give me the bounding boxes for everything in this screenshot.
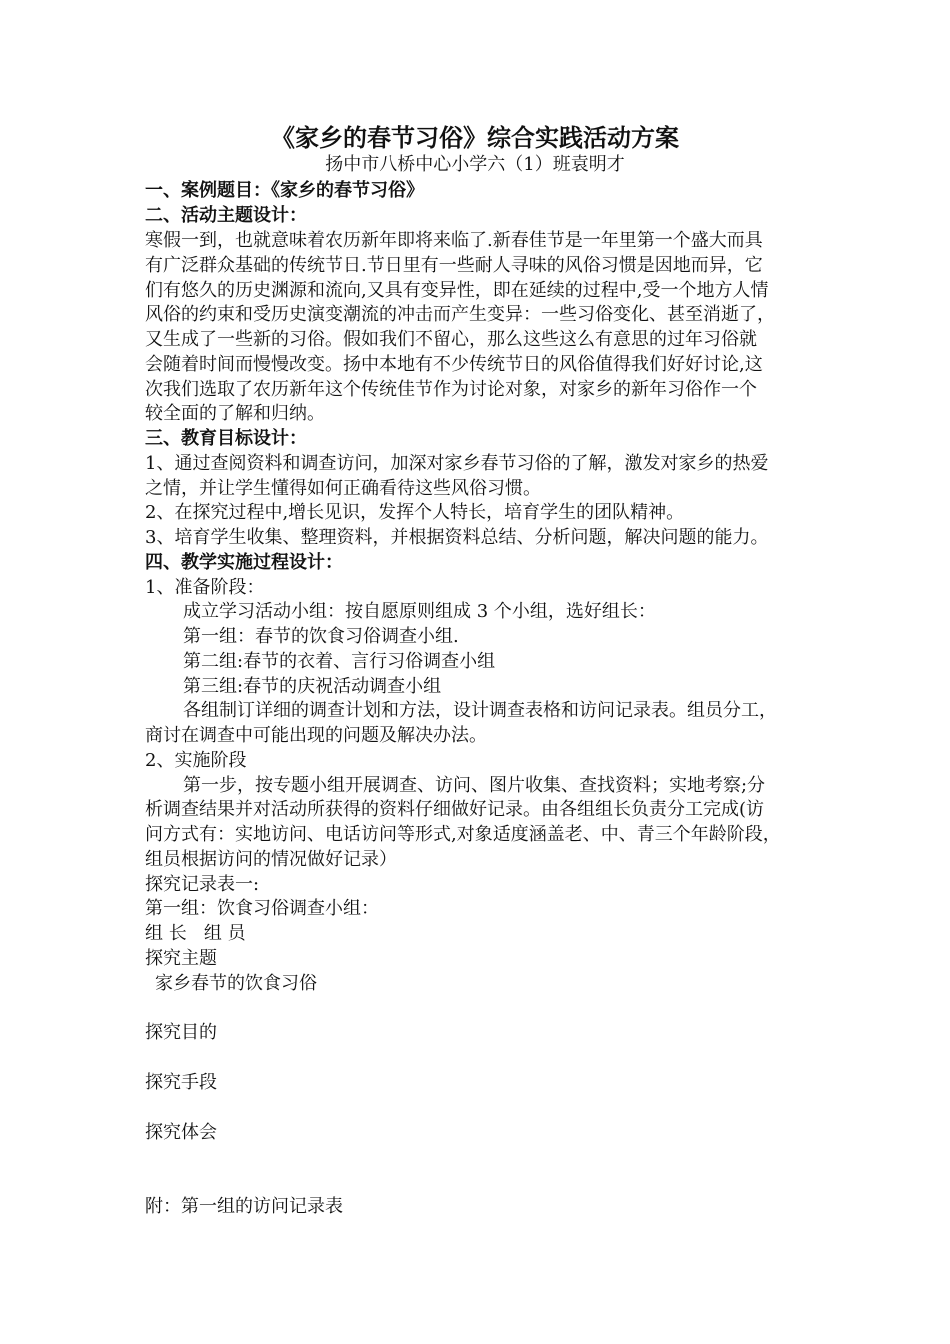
document-subtitle: 扬中市八桥中心小学六（1）班袁明才 <box>325 154 625 175</box>
paragraph-line: 们有悠久的历史渊源和流向,又具有变异性，即在延续的过程中,受一个地方人情 <box>145 280 769 301</box>
field-label-reflection: 探究体会 <box>145 1122 217 1143</box>
paragraph-line: 会随着时间而慢慢改变。扬中本地有不少传统节日的风俗值得我们好好讨论,这 <box>145 354 763 375</box>
paragraph-line: 较全面的了解和归纳。 <box>145 403 325 424</box>
paragraph-line: 有广泛群众基础的传统节日.节日里有一些耐人寻味的风俗习惯是因地而异，它 <box>145 255 763 276</box>
group-item: 第一组：春节的饮食习俗调查小组. <box>183 626 459 647</box>
paragraph-line: 各组制订详细的调查计划和方法，设计调查表格和访问记录表。组员分工， <box>183 700 777 721</box>
paragraph-line: 组员根据访问的情况做好记录） <box>145 849 397 870</box>
section-heading-implementation: 四、教学实施过程设计： <box>145 552 343 573</box>
goal-item-line: 1、通过查阅资料和调查访问，加深对家乡春节习俗的了解，激发对家乡的热爱 <box>145 453 769 474</box>
section-heading-education-goals: 三、教育目标设计： <box>145 428 307 449</box>
paragraph-line: 风俗的约束和受历史演变潮流的冲击而产生变异：一些习俗变化、甚至消逝了， <box>145 304 775 325</box>
paragraph-line: 寒假一到，也就意味着农历新年即将来临了.新春佳节是一年里第一个盛大而具 <box>145 230 763 251</box>
paragraph-line: 成立学习活动小组：按自愿原则组成 3 个小组，选好组长： <box>183 601 656 622</box>
field-label-means: 探究手段 <box>145 1072 217 1093</box>
group-label: 第一组：饮食习俗调查小组： <box>145 898 379 919</box>
field-label-topic: 探究主题 <box>145 948 217 969</box>
paragraph-line: 问方式有：实地访问、电话访问等形式,对象适度涵盖老、中、青三个年龄阶段， <box>145 824 781 845</box>
appendix-label: 附：第一组的访问记录表 <box>145 1196 343 1217</box>
paragraph-line: 第一步，按专题小组开展调查、访问、图片收集、查找资料；实地考察;分 <box>183 775 766 796</box>
section-heading-case-topic: 一、案例题目：《家乡的春节习俗》 <box>145 180 424 201</box>
paragraph-line: 次我们选取了农历新年这个传统佳节作为讨论对象，对家乡的新年习俗作一个 <box>145 379 757 400</box>
stage-heading-implementation: 2、实施阶段 <box>145 750 247 771</box>
field-label-purpose: 探究目的 <box>145 1022 217 1043</box>
paragraph-line: 又生成了一些新的习俗。假如我们不留心，那么这些这么有意思的过年习俗就 <box>145 329 757 350</box>
stage-heading-preparation: 1、准备阶段： <box>145 577 265 598</box>
group-item: 第二组:春节的衣着、言行习俗调查小组 <box>183 651 496 672</box>
goal-item-line: 2、在探究过程中,增长见识，发挥个人特长，培育学生的团队精神。 <box>145 502 685 523</box>
section-heading-theme-design: 二、活动主题设计： <box>145 205 307 226</box>
goal-item-line: 3、培育学生收集、整理资料，并根据资料总结、分析问题，解决问题的能力。 <box>145 527 769 548</box>
paragraph-line: 析调查结果并对活动所获得的资料仔细做好记录。由各组组长负责分工完成(访 <box>145 799 765 820</box>
group-item: 第三组:春节的庆祝活动调查小组 <box>183 676 442 697</box>
goal-item-line: 之情，并让学生懂得如何正确看待这些风俗习惯。 <box>145 478 541 499</box>
leader-member-label: 组 长 组 员 <box>145 923 246 944</box>
paragraph-line: 商讨在调查中可能出现的问题及解决办法。 <box>145 725 487 746</box>
field-value-topic: 家乡春节的饮食习俗 <box>155 973 317 994</box>
document-title: 《家乡的春节习俗》综合实践活动方案 <box>271 123 679 152</box>
record-table-label: 探究记录表一: <box>145 874 260 895</box>
